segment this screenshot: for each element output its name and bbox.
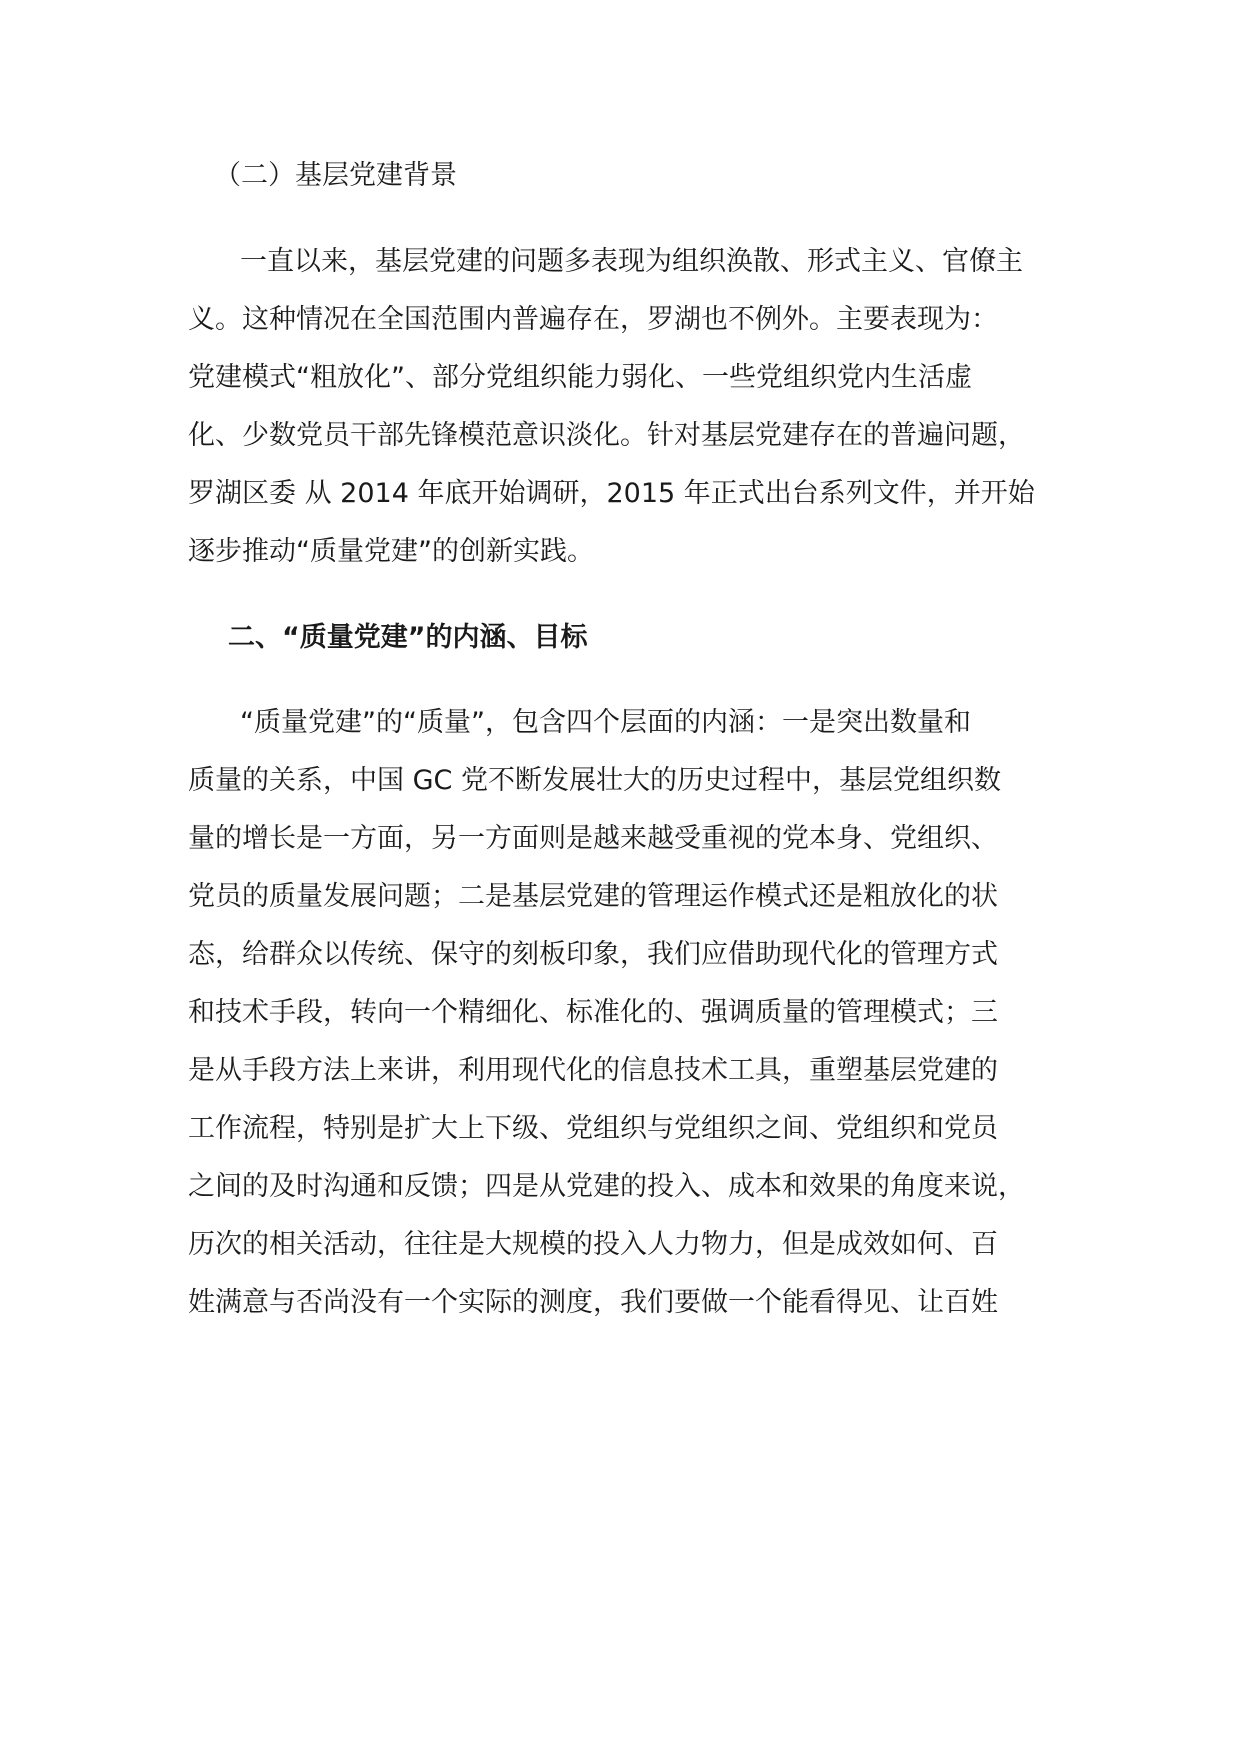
- paragraph-line: 化、少数党员干部先锋模范意识淡化。针对基层党建存在的普遍问题，: [188, 420, 1025, 451]
- paragraph-line: 党员的质量发展问题；二是基层党建的管理运作模式还是粗放化的状: [188, 881, 998, 912]
- paragraph-line: 是从手段方法上来讲，利用现代化的信息技术工具，重塑基层党建的: [188, 1055, 998, 1086]
- paragraph-line: 逐步推动“质量党建”的创新实践。: [188, 536, 594, 567]
- paragraph-line: 和技术手段，转向一个精细化、标准化的、强调质量的管理模式；三: [188, 997, 998, 1028]
- paragraph-line: 之间的及时沟通和反馈；四是从党建的投入、成本和效果的角度来说，: [188, 1171, 1025, 1202]
- paragraph-line: 历次的相关活动，往往是大规模的投入人力物力，但是成效如何、百: [188, 1229, 998, 1260]
- paragraph-line: “质量党建”的“质量”，包含四个层面的内涵：一是突出数量和: [240, 707, 971, 738]
- paragraph-line: 量的增长是一方面，另一方面则是越来越受重视的党本身、党组织、: [188, 823, 998, 854]
- section-heading: 二、“质量党建”的内涵、目标: [228, 622, 588, 653]
- paragraph-line: 罗湖区委 从 2014 年底开始调研，2015 年正式出台系列文件，并开始: [188, 478, 1035, 509]
- paragraph-line: 一直以来，基层党建的问题多表现为组织涣散、形式主义、官僚主: [240, 246, 1023, 277]
- paragraph-line: 工作流程，特别是扩大上下级、党组织与党组织之间、党组织和党员: [188, 1113, 998, 1144]
- paragraph-line: 义。这种情况在全国范围内普遍存在，罗湖也不例外。主要表现为：: [188, 304, 998, 335]
- paragraph-line: 党建模式“粗放化”、部分党组织能力弱化、一些党组织党内生活虚: [188, 362, 972, 393]
- paragraph-line: 质量的关系，中国 GC 党不断发展壮大的历史过程中，基层党组织数: [188, 765, 1001, 796]
- paragraph-line: 态，给群众以传统、保守的刻板印象，我们应借助现代化的管理方式: [188, 939, 998, 970]
- section-sub-heading: （二）基层党建背景: [214, 160, 457, 191]
- paragraph-line: 姓满意与否尚没有一个实际的测度，我们要做一个能看得见、让百姓: [188, 1287, 998, 1318]
